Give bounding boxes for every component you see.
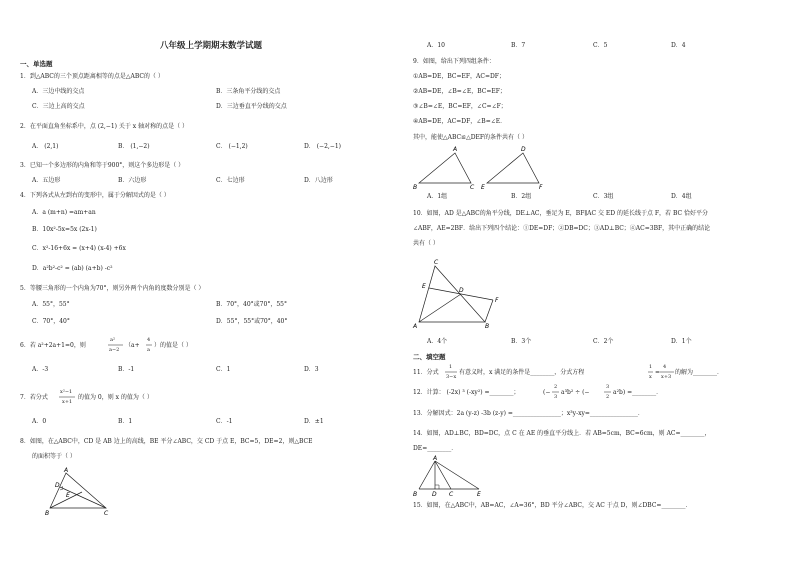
q14-stem: 14．如图，AD⊥BC，BD=DC，点 C 在 AE 的垂直平分线上．若 AB=5cm，BC=6cm，则 AC=________， [413, 430, 711, 437]
q5-option-a[interactable]: A．55°，55° [32, 301, 70, 308]
q10-label-b: B [485, 323, 490, 330]
q6-stem-prefix: 6．若 a²+2a+1=0，则 [20, 342, 86, 349]
q11-suffix: 的解为________． [675, 369, 724, 376]
q9-condition-4: ④AB=DE，AC=DF，∠B=∠E． [413, 118, 507, 125]
q9-label-f: F [539, 184, 543, 191]
q10-option-b[interactable]: B．3个 [511, 338, 532, 345]
q14-label-c: C [449, 491, 454, 498]
q11-f3-den: x+3 [661, 374, 672, 380]
q7-frac-num: x²−1 [60, 389, 73, 395]
q10-figure [413, 256, 513, 331]
q6-frac-den: a−2 [109, 347, 120, 353]
q2-option-c[interactable]: C． (−1,2) [216, 143, 248, 150]
q9-label-a: A [453, 146, 458, 153]
q9-stem: 9．如图，给出下列四组条件： [413, 58, 495, 65]
page-title: 八年级上学期期末数学试题 [160, 41, 263, 51]
q10-label-d: D [459, 287, 464, 294]
q2-option-a[interactable]: A． (2,1) [32, 143, 59, 150]
q4-option-d[interactable]: D．a²b²-c² = (ab) (a+b) -c² [32, 265, 113, 272]
q8-label-d: D [55, 482, 60, 489]
q1-option-c[interactable]: C．三边上高的交点 [32, 103, 85, 110]
q10-label-c: C [434, 259, 439, 266]
q9-option-b[interactable]: B．2组 [511, 193, 532, 200]
q7-fraction-bar [59, 396, 79, 400]
q12-f1-den: 3 [554, 394, 558, 400]
q5-option-b[interactable]: B．70°，40°或70°，55° [216, 301, 287, 308]
q4-option-b[interactable]: B．10x²-5x=5x (2x-1) [32, 226, 97, 233]
q3-option-d[interactable]: D．八边形 [304, 177, 333, 184]
q10-stem-line3: 共有（ ） [413, 240, 439, 247]
q11-f2-den: x [649, 374, 652, 380]
q9-label-c: C [470, 184, 475, 191]
q12-f1-num: 2 [554, 384, 558, 390]
q8-option-d[interactable]: D．4 [671, 42, 686, 49]
q4-option-c[interactable]: C．x²-16+6x = (x+4) (x-4) +6x [32, 245, 126, 252]
q3-option-b[interactable]: B．六边形 [118, 177, 147, 184]
q9-condition-3: ③∠B=∠E，BC=EF，∠C=∠F； [413, 103, 507, 110]
q11-fraction-bars [445, 371, 685, 375]
q6-option-c[interactable]: C．1 [216, 366, 231, 373]
q6-frac2-den: a [147, 347, 150, 353]
q7-stem-prefix: 7．若分式 [20, 394, 48, 401]
q7-stem-suffix: 的值为 0，则 x 的值为（ ） [78, 394, 153, 401]
q14-label-a: A [433, 455, 438, 462]
q5-option-d[interactable]: D．55°，55°或70°，40° [216, 318, 288, 325]
q6-stem-suffix: ）的值是（ ） [154, 342, 192, 349]
q2-option-d[interactable]: D． (−2,−1) [304, 143, 341, 150]
q7-option-c[interactable]: C．-1 [216, 418, 233, 425]
q6-frac-num: a² [110, 337, 115, 343]
q6-fraction-bars [108, 344, 168, 348]
q14-figure [411, 456, 491, 496]
q6-option-d[interactable]: D．3 [304, 366, 319, 373]
q10-option-d[interactable]: D．1个 [671, 338, 692, 345]
q6-stem-mid: （a+ [125, 342, 140, 349]
q9-condition-2: ②AB=DE，∠B=∠E，BC=EF； [413, 88, 506, 95]
q10-stem: 10．如图，AD 是△ABC的角平分线，DE⊥AC，垂足为 E，BF∥AC 交 ED 的延长线于点 F，若 BC 恰好平分 [413, 210, 708, 217]
q13-stem: 13．分解因式：2a (y-z) -3b (z-y) =________________；x³y-xy=________________． [413, 410, 644, 417]
q7-option-b[interactable]: B．1 [118, 418, 133, 425]
q14-stem-line2: DE=________． [413, 445, 458, 452]
q9-condition-1: ①AB=DE，BC=EF，AC=DF； [413, 73, 505, 80]
q4-option-a[interactable]: A．a (m+n) =am+an [32, 209, 96, 216]
q9-question: 其中，能使△ABC≌△DEF的条件共有（ ） [413, 134, 528, 141]
q8-triangle-figure [44, 468, 124, 518]
q12-mid: a³b² ÷ (− [561, 389, 590, 396]
section-single-choice: 一、单选题 [20, 60, 53, 68]
q7-frac-den: x+1 [62, 399, 73, 405]
q10-label-e: E [422, 283, 426, 290]
q1-option-d[interactable]: D．三边垂直平分线的交点 [216, 103, 287, 110]
q11-f2-num: 1 [649, 364, 653, 370]
q6-option-a[interactable]: A．-3 [32, 366, 49, 373]
q8-option-b[interactable]: B．7 [511, 42, 526, 49]
q9-option-c[interactable]: C．3组 [593, 193, 614, 200]
q4-stem: 4．下列各式从左到右的变形中，属于分解因式的是（ ） [20, 192, 170, 199]
q9-option-d[interactable]: D．4组 [671, 193, 692, 200]
q9-two-triangles-figure [411, 145, 561, 190]
q10-stem-line2: ∠ABF，AE=2BF．给出下列四个结论：①DE=DF；②DB=DC；③AD⊥BC；④AC=3BF，其中正确的结论 [413, 225, 711, 232]
q1-stem: 1．到△ABC的三个顶点距离相等的点是△ABC的（ ） [20, 73, 164, 80]
q12-f2-num: 3 [606, 384, 610, 390]
q8-label-c: C [104, 510, 109, 517]
q11-prefix: 11．分式 [413, 369, 439, 376]
q8-label-e: E [66, 492, 70, 499]
q10-label-f: F [495, 297, 499, 304]
q9-label-d: D [521, 146, 526, 153]
q8-stem-line2: 的面积等于（ ） [32, 453, 76, 460]
q9-label-e: E [481, 184, 485, 191]
q10-option-c[interactable]: C．2个 [593, 338, 614, 345]
q5-option-c[interactable]: C．70°，40° [32, 318, 70, 325]
q8-stem: 8．如图，在△ABC中，CD 是 AB 边上的高线，BE 平分∠ABC，交 CD 于点 E，BC=5，DE=2，则△BCE [20, 438, 313, 445]
q11-f1-num: 1 [449, 364, 453, 370]
q9-option-a[interactable]: A．1组 [427, 193, 448, 200]
q6-option-b[interactable]: B．-1 [118, 366, 135, 373]
q1-option-a[interactable]: A．三边中线的交点 [32, 88, 85, 95]
q2-option-b[interactable]: B． (1,−2) [118, 143, 150, 150]
q10-label-a: A [413, 323, 418, 330]
q3-option-c[interactable]: C．七边形 [216, 177, 245, 184]
q8-label-b: B [45, 510, 50, 517]
q14-label-b: B [413, 491, 418, 498]
q6-frac2-num: 4 [147, 337, 151, 343]
q8-option-c[interactable]: C．5 [593, 42, 608, 49]
q11-eq: = [655, 369, 661, 376]
q8-label-a: A [64, 467, 69, 474]
q5-stem: 5．等腰三角形的一个内角为70°，则另外两个内角的度数分别是（ ） [20, 285, 205, 292]
q8-option-a[interactable]: A．10 [427, 42, 445, 49]
q12-lead: (− [543, 389, 551, 396]
q10-option-a[interactable]: A．4个 [427, 338, 448, 345]
q12-suffix: a²b) =________． [613, 389, 663, 396]
q7-option-d[interactable]: D．±1 [304, 418, 324, 425]
q14-label-d: D [432, 491, 437, 498]
q14-label-e: E [477, 491, 481, 498]
q11-mid: 有意义时，x 满足的条件是________，分式方程 [459, 369, 585, 376]
section-fill-in: 二、填空题 [413, 353, 446, 361]
q12-fraction-bars [552, 391, 622, 395]
q9-label-b: B [413, 184, 418, 191]
q2-stem: 2．在平面直角坐标系中，点 (2,−1) 关于 x 轴对称的点是（ ） [20, 123, 188, 130]
q1-option-b[interactable]: B．三条角平分线的交点 [216, 88, 281, 95]
q12-f2-den: 2 [606, 394, 610, 400]
q11-f1-den: 3−x [446, 374, 457, 380]
q3-option-a[interactable]: A．五边形 [32, 177, 61, 184]
q3-stem: 3．已知一个多边形的内角和等于900°，则这个多边形是（ ） [20, 162, 185, 169]
q11-f3-num: 4 [663, 364, 667, 370]
q12-prefix: 12．计算： (-2x) ³ (-xy²) =________； [413, 389, 520, 396]
q7-option-a[interactable]: A．0 [32, 418, 47, 425]
q15-stem: 15．如图，在△ABC中，AB=AC，∠A=36°，BD 平分∠ABC，交 AC 于点 D，则∠DBC=________． [413, 502, 692, 509]
